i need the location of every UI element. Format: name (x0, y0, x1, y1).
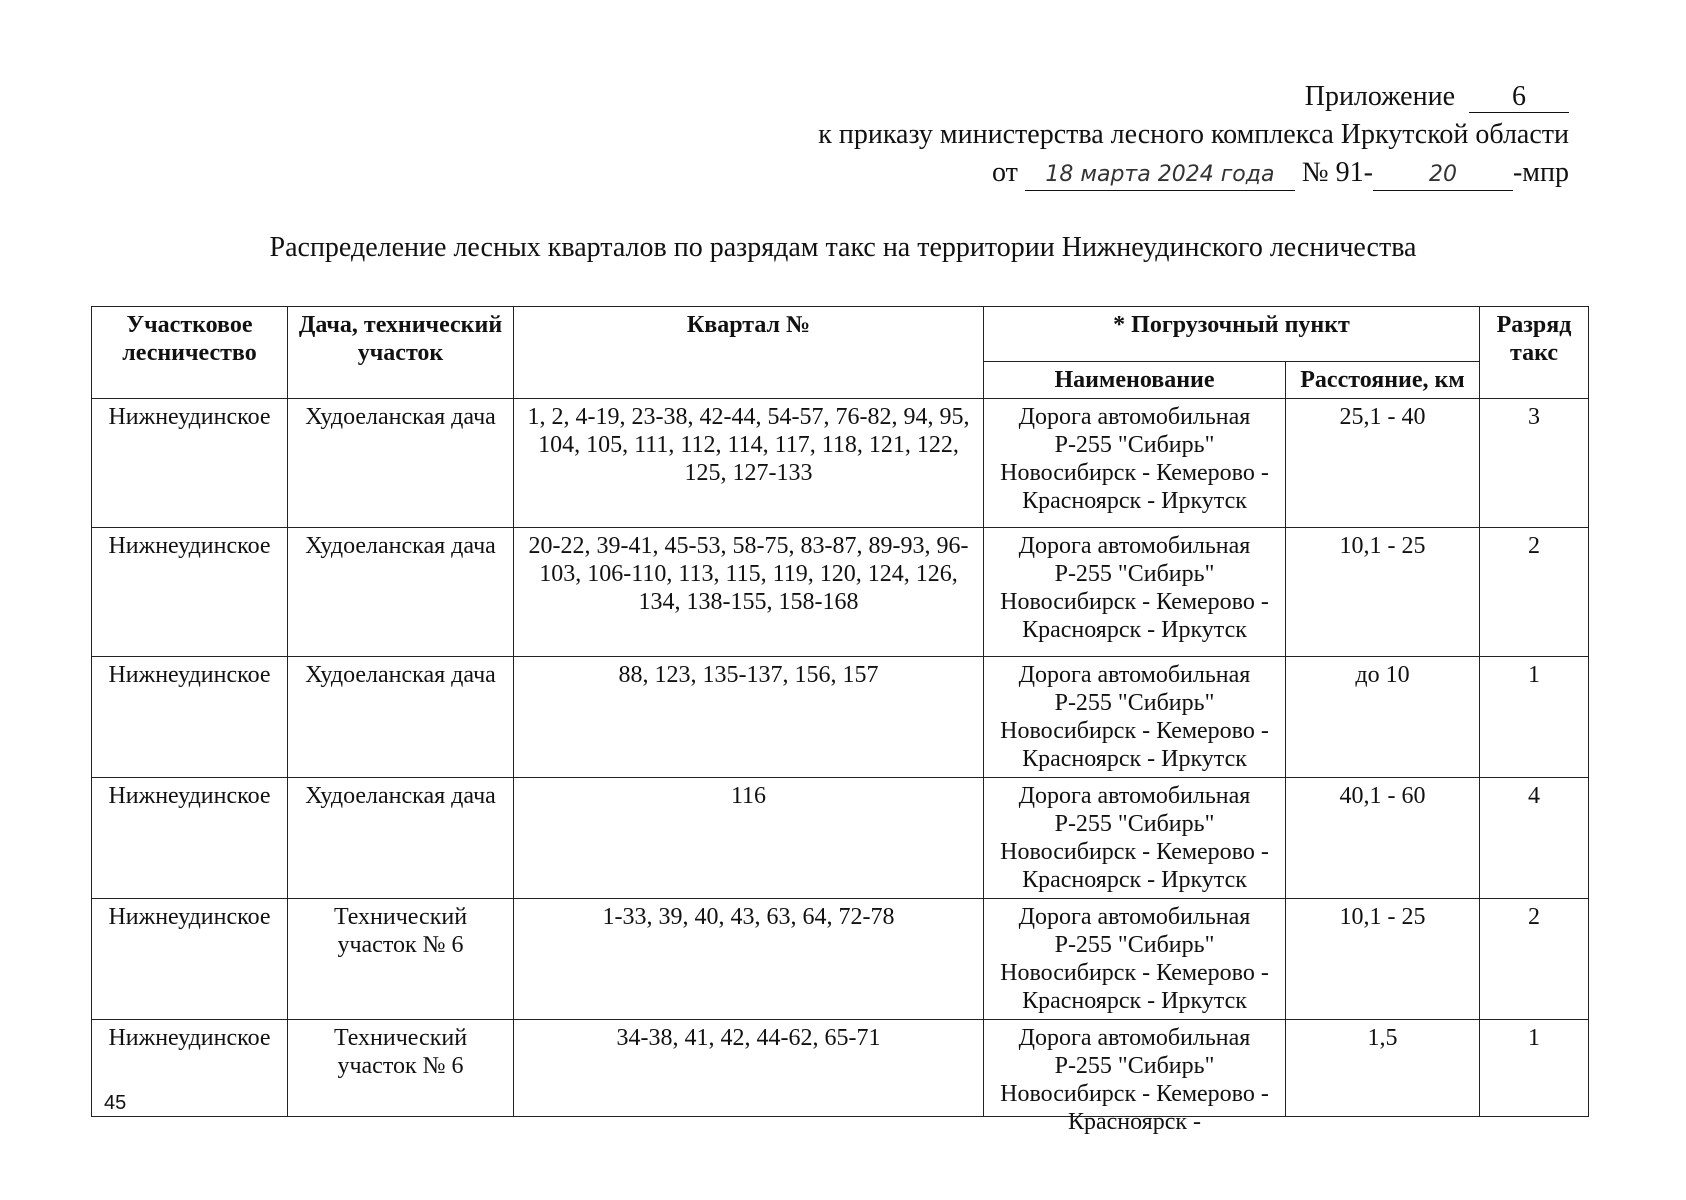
order-date-line (818, 154, 1569, 192)
table-row (92, 899, 1589, 1020)
cell-quarters: 1-33, 39, 40, 43, 63, 64, 72-78 (514, 899, 984, 1020)
table-row (92, 1020, 1589, 1117)
cell-rank: 1 (1480, 657, 1589, 778)
number-suffix: -мпр (1512, 157, 1569, 188)
header-name: Наименование (984, 362, 1286, 399)
cell-loading-point: Дорога автомобильная Р-255 "Сибирь" Новосибирск - Кемерово - Красноярск - Иркутск (984, 778, 1286, 899)
appendix-line (818, 78, 1569, 116)
table-row (92, 528, 1589, 657)
cell-dacha: Худоеланская дача (288, 399, 514, 528)
cell-quarters: 88, 123, 135-137, 156, 157 (514, 657, 984, 778)
page-number: 45 (104, 1092, 127, 1114)
cell-loading-point: Дорога автомобильная Р-255 "Сибирь" Новосибирск - Кемерово - Красноярск - Иркутск (984, 528, 1286, 657)
cell-distance: 10,1 - 25 (1286, 528, 1480, 657)
cell-loading-point: Дорога автомобильная Р-255 "Сибирь" Новосибирск - Кемерово - Красноярск - Иркутск (984, 657, 1286, 778)
order-date-handwritten: 18 марта 2024 года (1025, 160, 1295, 191)
table-header-row (92, 307, 1589, 362)
cell-loading-point (984, 1020, 1286, 1135)
cell-district: Нижнеудинское (92, 399, 288, 528)
header-district: Участковое лесничество (92, 307, 288, 399)
appendix-number: 6 (1469, 82, 1569, 113)
header-dacha: Дача, технический участок (288, 307, 514, 399)
cell-distance: 40,1 - 60 (1286, 778, 1480, 899)
cell-dacha: Худоеланская дача (288, 657, 514, 778)
cell-dacha: Технический участок № 6 (288, 899, 514, 1020)
appendix-label: Приложение (1304, 81, 1455, 112)
cell-distance: до 10 (1286, 657, 1480, 778)
header-loading-point: * Погрузочный пункт (984, 307, 1480, 362)
document-title: Распределение лесных кварталов по разрядам такс на территории Нижнеудинского лесничества (269, 232, 1417, 263)
cell-quarters: 1, 2, 4-19, 23-38, 42-44, 54-57, 76-82, 94, 95, 104, 105, 111, 112, 114, 117, 118, 121, 122, 125, 127-133 (514, 399, 984, 528)
cell-loading-point-text: Дорога автомобильная Р-255 "Сибирь" Новосибирск - Кемерово - Красноярск - (1000, 1025, 1269, 1135)
appendix-header (818, 78, 1569, 192)
cell-distance: 25,1 - 40 (1286, 399, 1480, 528)
number-prefix: № 91- (1301, 157, 1373, 188)
cell-rank: 2 (1480, 899, 1589, 1020)
header-distance: Расстояние, км (1286, 362, 1480, 399)
cell-rank: 2 (1480, 528, 1589, 657)
order-number-handwritten: 20 (1373, 160, 1513, 191)
distribution-table (91, 306, 1589, 1135)
cell-district: Нижнеудинское (92, 657, 288, 778)
order-line: к приказу министерства лесного комплекса Иркутской области (818, 119, 1569, 150)
cell-quarters: 116 (514, 778, 984, 899)
cell-dacha: Худоеланская дача (288, 528, 514, 657)
cell-loading-point: Дорога автомобильная Р-255 "Сибирь" Новосибирск - Кемерово - Красноярск - Иркутск (984, 899, 1286, 1020)
cell-quarters: 34-38, 41, 42, 44-62, 65-71 (514, 1020, 984, 1117)
cell-district: Нижнеудинское (92, 1020, 288, 1117)
cell-distance: 10,1 - 25 (1286, 899, 1480, 1020)
cell-rank: 1 (1480, 1020, 1589, 1117)
cell-quarters: 20-22, 39-41, 45-53, 58-75, 83-87, 89-93, 96-103, 106-110, 113, 115, 119, 120, 124, 126, 134, 138-155, 158-168 (514, 528, 984, 657)
date-prefix: от (992, 157, 1018, 188)
cell-dacha: Худоеланская дача (288, 778, 514, 899)
cell-dacha: Технический участок № 6 (288, 1020, 514, 1117)
table-row (92, 399, 1589, 528)
cell-rank: 3 (1480, 399, 1589, 528)
cell-district: Нижнеудинское (92, 778, 288, 899)
table-row (92, 657, 1589, 778)
cell-loading-point: Дорога автомобильная Р-255 "Сибирь" Новосибирск - Кемерово - Красноярск - Иркутск (984, 399, 1286, 528)
header-rank: Разряд такс (1480, 307, 1589, 399)
header-quarter: Квартал № (514, 307, 984, 399)
cell-district: Нижнеудинское (92, 528, 288, 657)
cell-rank: 4 (1480, 778, 1589, 899)
cell-distance: 1,5 (1286, 1020, 1480, 1117)
table-row (92, 778, 1589, 899)
cell-district: Нижнеудинское (92, 899, 288, 1020)
